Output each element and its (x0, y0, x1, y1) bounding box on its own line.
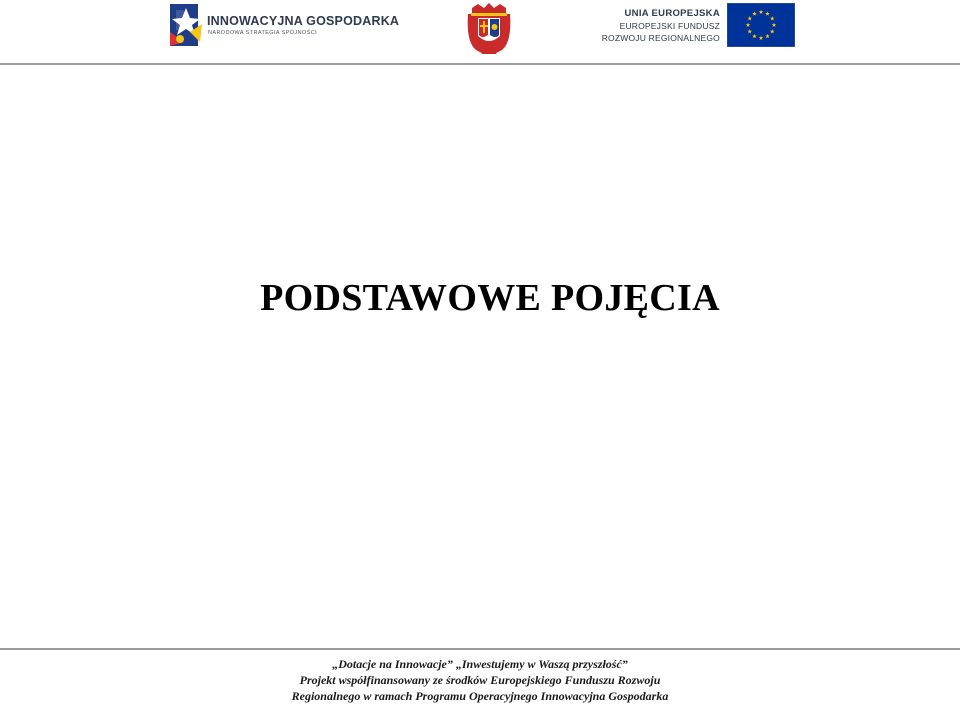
eu-flag-icon (727, 3, 795, 47)
footer-divider (0, 648, 960, 650)
narodowa-strategia-subtitle: NARODOWA STRATEGIA SPÓJNOŚCI (208, 30, 317, 36)
innowacyjna-gospodarka-title: INNOWACYJNA GOSPODARKA (207, 14, 400, 28)
coat-of-arms-icon (462, 2, 516, 56)
footer-text-block (0, 656, 960, 704)
eu-text-block (602, 7, 720, 44)
footer-line-1: „Dotacje na Innowacje” „Inwestujemy w Waszą przyszłość” (332, 657, 628, 671)
innowacyjna-gospodarka-emblem-icon (166, 2, 206, 48)
rozwoju-regionalnego-label: ROZWOJU REGIONALNEGO (601, 33, 720, 43)
unia-europejska-label: UNIA EUROPEJSKA (624, 8, 720, 19)
footer-line-3: Regionalnego w ramach Programu Operacyjnego Innowacyjna Gospodarka (291, 689, 669, 703)
header-divider (0, 63, 960, 65)
page-title: PODSTAWOWE POJĘCIA (260, 277, 720, 319)
footer-line-2: Projekt współfinansowany ze środków Europejskiego Funduszu Rozwoju (299, 673, 661, 687)
europejski-fundusz-label: EUROPEJSKI FUNDUSZ (619, 21, 720, 31)
header-bar (0, 0, 960, 64)
